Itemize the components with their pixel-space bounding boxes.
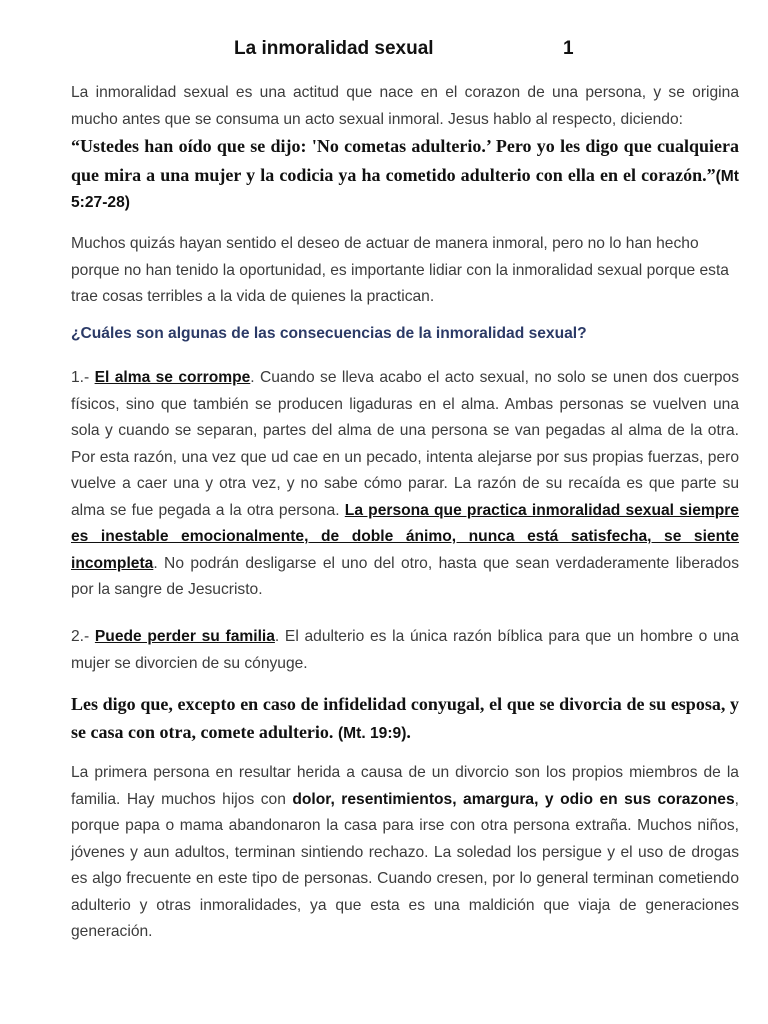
point-2-text: . El adulterio es la única razón bíblica para que un hombre o una mujer se divorcien de su cónyuge. bbox=[71, 628, 739, 672]
intro-quote: “Ustedes han oído que se dijo: 'No cometas adulterio.’ Pero yo les digo que cualquiera que mira a una mujer y la codicia ya ha cometido adulterio con ella en el corazón.” bbox=[71, 136, 739, 185]
point-1-text-a: . Cuando se lleva acabo el acto sexual, no solo se unen dos cuerpos físicos, sino que también se producen ligaduras en el alma. Ambas personas se vuelven una sola y cuando se separan, partes del alma de una persona se van pegadas al alma de la otra. Por esta razón, una vez que ud cae en un pecado, intenta alejarse por sus propias fuerzas, pero vuelve a caer una y otra vez, y no sabe cómo parar. La razón de su recaída es que parte su alma se fue pegada a la otra persona. bbox=[71, 369, 739, 519]
quote-2-reference: (Mt. 19:9) bbox=[337, 725, 407, 742]
last-paragraph bbox=[71, 760, 739, 946]
point-1-emphasis: La persona que practica inmoralidad sexual siempre es inestable emocionalmente, de doble ánimo, nunca está satisfecha, se siente incompleta bbox=[71, 501, 739, 572]
intro-reference: (Mt 5:27-28) bbox=[71, 167, 739, 211]
point-1-text-b: . No podrán desligarse el uno del otro, hasta que sean verdaderamente liberados por la sangre de Jesucristo. bbox=[71, 554, 739, 598]
point-1-paragraph bbox=[71, 365, 739, 604]
last-emphasis: dolor, resentimientos, amargura, y odio en sus corazones bbox=[292, 790, 735, 808]
section-question: ¿Cuáles son algunas de las consecuencias de la inmoralidad sexual? bbox=[71, 325, 587, 342]
page-header bbox=[0, 38, 768, 64]
intro-paragraph bbox=[71, 80, 739, 217]
point-2-paragraph bbox=[71, 624, 739, 677]
quote-2-end: . bbox=[406, 722, 411, 742]
paragraph-2: Muchos quizás hayan sentido el deseo de actuar de manera inmoral, pero no lo han hecho porque no han tenido la oportunidad, es importante lidiar con la inmoralidad sexual porque esta trae cosas terribles a la vida de quienes la practican. bbox=[71, 235, 729, 305]
point-1-heading: El alma se corrompe bbox=[94, 369, 251, 386]
point-2-number: 2.- bbox=[71, 628, 90, 645]
scripture-quote-2 bbox=[71, 690, 739, 748]
page-title: La inmoralidad sexual bbox=[234, 38, 434, 59]
last-text-b: , porque papa o mama abandonaron la casa para irse con otra persona extraña. Muchos niños, jóvenes y aun adultos, terminan sintiendo rechazo. La soledad los persigue y el uso de drogas es algo frecuente en este tipo de personas. Cuando cresen, por lo general terminan cometiendo adulterio y otras inmoralidades, ya que esta es una maldición que viaja de generaciones generación. bbox=[71, 790, 739, 940]
page-number: 1 bbox=[563, 38, 574, 59]
intro-text: La inmoralidad sexual es una actitud que nace en el corazon de una persona, y se origina mucho antes que se consuma un acto sexual inmoral. Jesus hablo al respecto, diciendo: bbox=[71, 84, 739, 128]
last-text-a: La primera persona en resultar herida a causa de un divorcio son los propios miembros de la familia. Hay muchos hijos con bbox=[71, 764, 739, 808]
quote-2-text: Les digo que, excepto en caso de infidelidad conyugal, el que se divorcia de su esposa, y se casa con otra, comete adulterio. bbox=[71, 694, 739, 742]
point-1-number: 1.- bbox=[71, 369, 90, 386]
point-2-heading: Puede perder su familia bbox=[94, 628, 275, 645]
